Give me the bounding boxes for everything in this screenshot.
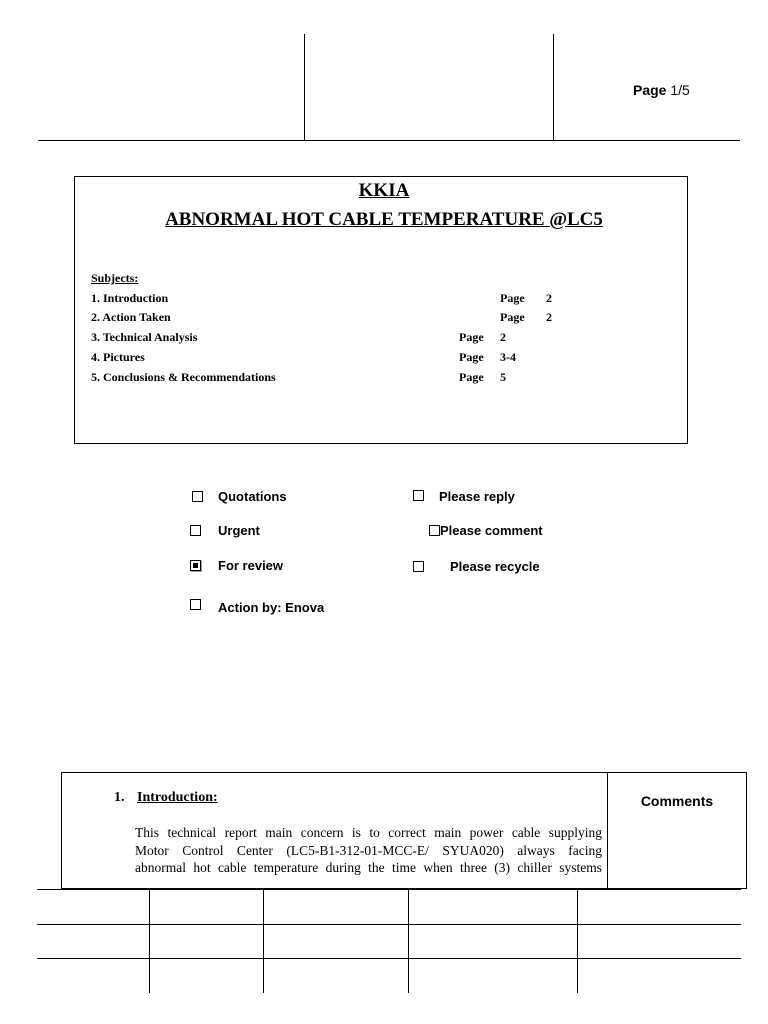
footer-divider bbox=[149, 889, 150, 993]
subject-item-page: 3-4 bbox=[500, 350, 516, 364]
please-recycle-label: Please recycle bbox=[450, 559, 540, 574]
introduction-text-line: Motor Control Center (LC5-B1-312-01-MCC-E/ SYUA020) always facing bbox=[135, 843, 602, 858]
quotations-label: Quotations bbox=[218, 489, 287, 504]
subject-item-page-word: Page bbox=[500, 291, 525, 305]
subject-item-page-word: Page bbox=[459, 350, 484, 364]
page-number: Page 1/5 bbox=[633, 82, 690, 98]
subject-item-page: 2 bbox=[546, 310, 552, 324]
subject-item-page: 5 bbox=[500, 370, 506, 384]
footer-divider bbox=[408, 889, 409, 993]
comments-label: Comments bbox=[640, 793, 714, 809]
please-comment-checkbox[interactable] bbox=[429, 525, 440, 536]
please-reply-label: Please reply bbox=[439, 489, 515, 504]
subject-item-label: 2. Action Taken bbox=[91, 310, 171, 324]
document-title-line1: KKIA bbox=[358, 180, 410, 201]
subject-item-page: 2 bbox=[500, 330, 506, 344]
introduction-text-line: This technical report main concern is to correct main power cable supplying bbox=[135, 825, 602, 840]
header-divider-2 bbox=[553, 34, 554, 140]
header-bottom-rule bbox=[38, 140, 740, 141]
subject-item-label: 4. Pictures bbox=[91, 350, 145, 364]
footer-rule-2 bbox=[37, 924, 741, 925]
subject-item-page-word: Page bbox=[459, 370, 484, 384]
header-divider-1 bbox=[304, 34, 305, 140]
subject-item-label: 1. Introduction bbox=[91, 291, 169, 305]
please-reply-checkbox[interactable] bbox=[413, 490, 424, 501]
subject-item-page-word: Page bbox=[459, 330, 484, 344]
please-recycle-checkbox[interactable] bbox=[413, 561, 424, 572]
introduction-number: 1. bbox=[114, 790, 125, 805]
subject-item-page: 2 bbox=[546, 291, 552, 305]
action-by-checkbox[interactable] bbox=[190, 599, 201, 610]
introduction-text-line: abnormal hot cable temperature during the time when three (3) chiller systems bbox=[135, 860, 602, 875]
footer-divider bbox=[263, 889, 264, 993]
action-by-label: Action by: Enova bbox=[218, 600, 325, 615]
document-title-line2: ABNORMAL HOT CABLE TEMPERATURE @LC5 bbox=[165, 209, 603, 230]
comments-divider bbox=[607, 772, 608, 889]
subject-item-page-word: Page bbox=[500, 310, 525, 324]
subjects-heading: Subjects: bbox=[91, 271, 139, 285]
subject-item-label: 3. Technical Analysis bbox=[91, 330, 198, 344]
for-review-checkbox[interactable] bbox=[190, 560, 201, 571]
urgent-checkbox[interactable] bbox=[190, 525, 201, 536]
footer-divider bbox=[577, 889, 578, 993]
quotations-checkbox[interactable] bbox=[192, 491, 203, 502]
footer-rule-1 bbox=[37, 889, 741, 890]
please-comment-label: Please comment bbox=[440, 523, 543, 538]
urgent-label: Urgent bbox=[218, 523, 260, 538]
footer-rule-3 bbox=[37, 958, 741, 959]
introduction-heading: Introduction: bbox=[137, 790, 218, 805]
subject-item-label: 5. Conclusions & Recommendations bbox=[91, 370, 276, 384]
for-review-label: For review bbox=[218, 558, 284, 573]
